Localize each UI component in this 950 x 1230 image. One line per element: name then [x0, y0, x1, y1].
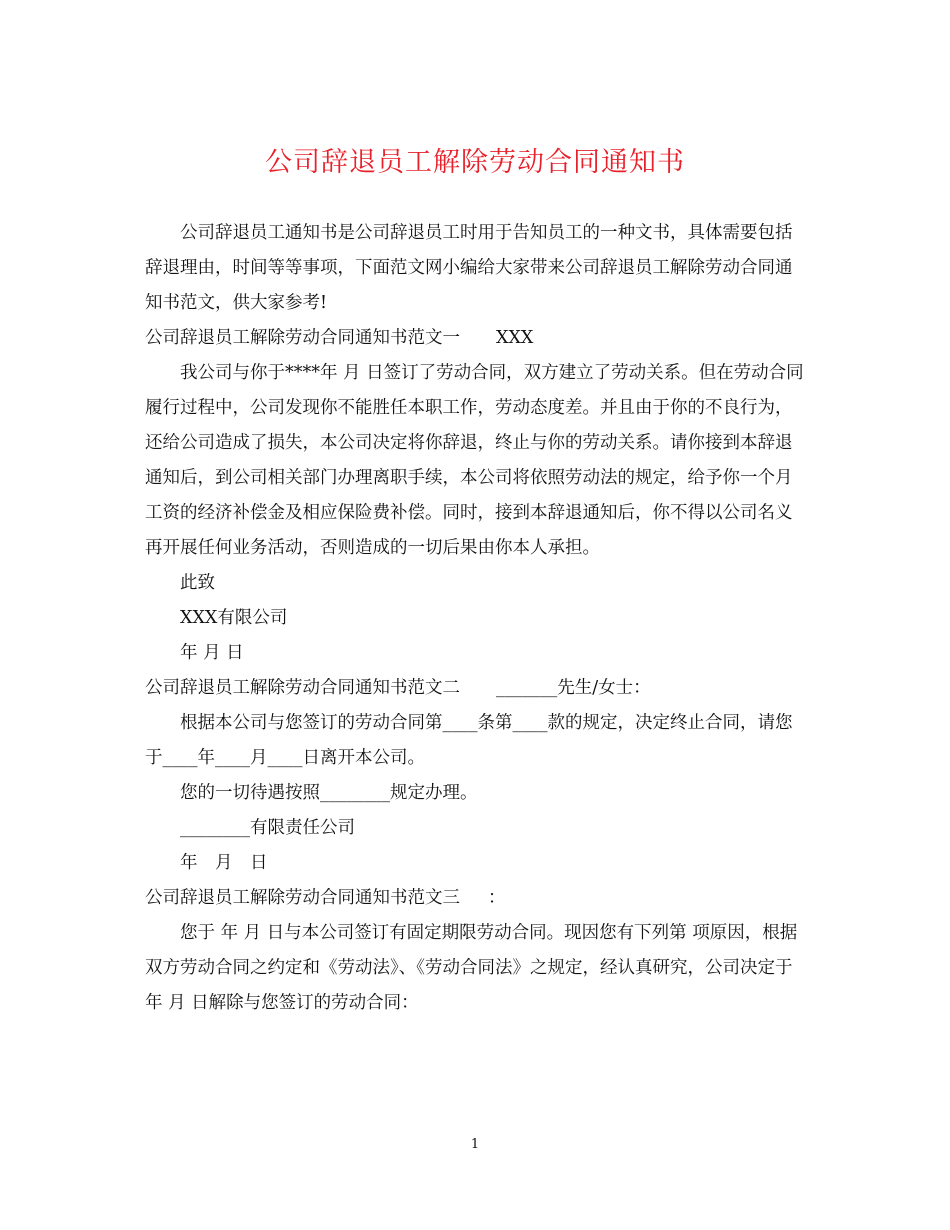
sample2-heading-line — [145, 671, 805, 706]
sample2-addressee: _______先生/女士： — [496, 678, 651, 698]
document-title: 公司辞退员工解除劳动合同通知书 — [265, 147, 685, 178]
sample3-heading: 公司辞退员工解除劳动合同通知书范文三 — [145, 888, 460, 908]
sample1-closing: 此致 — [180, 573, 215, 593]
sample2-treatment: 您的一切待遇按照________规定办理。 — [180, 783, 478, 803]
sample1-body: 我公司与你于****年 月 日签订了劳动合同，双方建立了劳动关系。但在劳动合同履行过程中，公司发现你不能胜任本职工作，劳动态度差。并且由于你的不良行为，还给公司造成了损失，本公司决定将你辞退，终止与你的劳动关系。请你接到本辞退通知后，到公司相关部门办理离职手续，本公司将依照劳动法的规定，给予你一个月工资的经济补偿金及相应保险费补偿。同时，接到本辞退通知后，你不得以公司名义再开展任何业务活动，否则造成的一切后果由你本人承担。 — [145, 363, 804, 558]
document-body — [145, 216, 805, 1021]
sample2-company: ________有限责任公司 — [180, 818, 355, 838]
sample3-body: 您于 年 月 日与本公司签订有固定期限劳动合同。现因您有下列第 项原因，根据双方劳动合同之约定和《劳动法》、《劳动合同法》之规定，经认真研究，公司决定于 年 月 日解除与您签订的劳动合同： — [145, 923, 798, 1013]
sample3-heading-line — [145, 881, 805, 916]
page-number: 1 — [470, 1137, 480, 1152]
sample3-addressee: ： — [488, 888, 506, 908]
sample2-body: 根据本公司与您签订的劳动合同第____条第____款的规定，决定终止合同，请您于____年____月____日离开本公司。 — [145, 713, 793, 768]
sample1-heading-line — [145, 321, 805, 356]
sample1-company: XXX有限公司 — [180, 608, 288, 628]
sample2-heading: 公司辞退员工解除劳动合同通知书范文二 — [145, 678, 460, 698]
intro-paragraph: 公司辞退员工通知书是公司辞退员工时用于告知员工的一种文书，具体需要包括辞退理由，时间等等事项，下面范文网小编给大家带来公司辞退员工解除劳动合同通知书范文，供大家参考! — [145, 223, 793, 313]
sample2-date: 年 月 日 — [180, 853, 268, 873]
sample1-date: 年 月 日 — [180, 643, 244, 663]
sample1-addressee: XXX — [496, 328, 534, 348]
sample1-heading: 公司辞退员工解除劳动合同通知书范文一 — [145, 328, 460, 348]
